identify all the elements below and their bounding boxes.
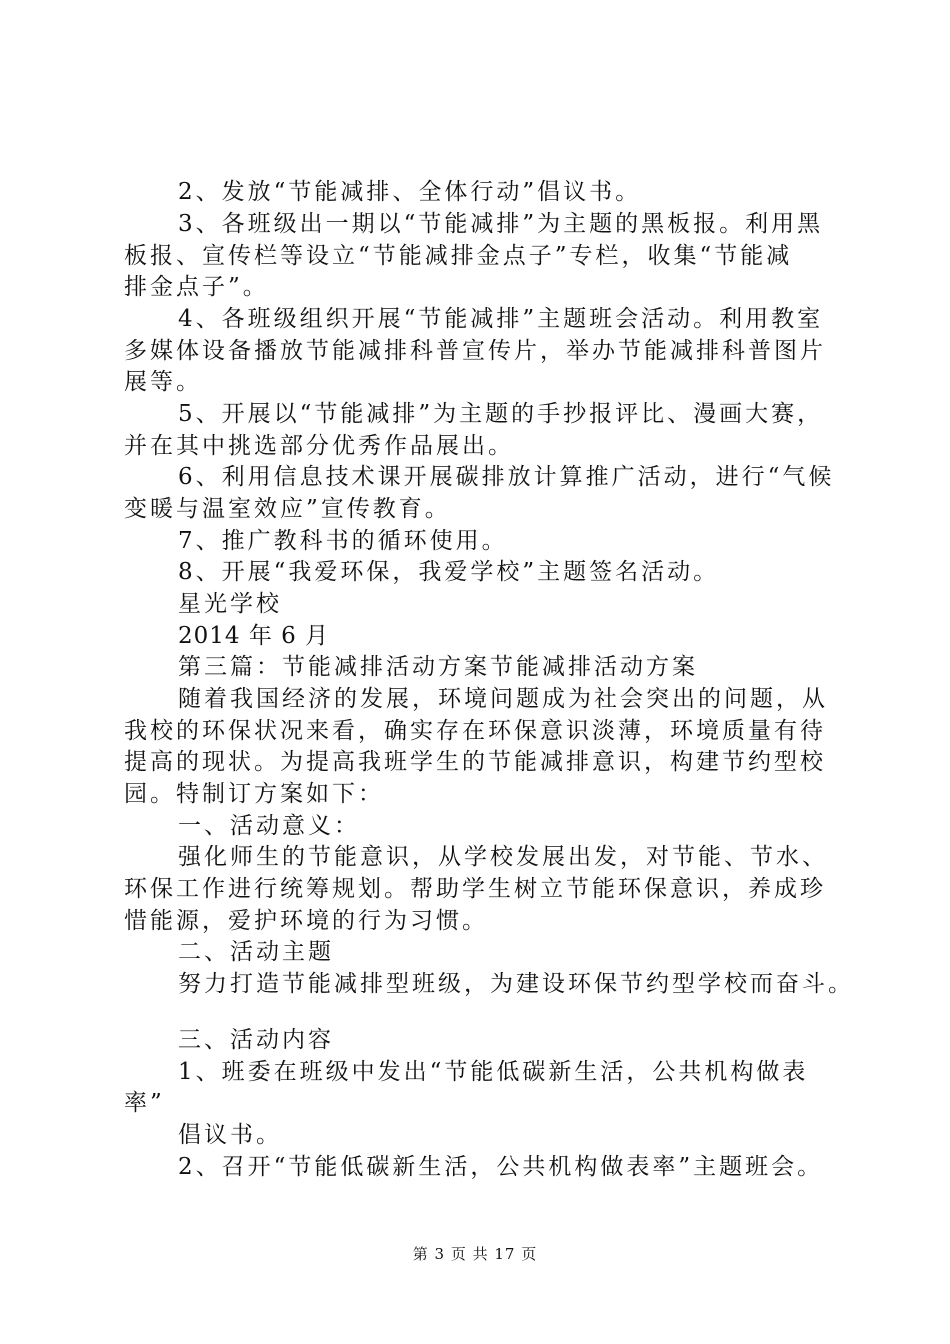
text-line: 第三篇：节能减排活动方案节能减排活动方案 xyxy=(178,654,698,680)
text-line: 惜能源，爱护环境的行为习惯。 xyxy=(124,908,488,934)
text-line: 展等。 xyxy=(124,369,202,395)
text-line: 率” xyxy=(124,1090,165,1116)
text-line: 并在其中挑选部分优秀作品展出。 xyxy=(124,433,514,459)
text-line: 一、活动意义： xyxy=(178,813,360,839)
text-line: 变暖与温室效应”宣传教育。 xyxy=(124,496,451,522)
text-line: 二、活动主题 xyxy=(178,939,334,965)
text-line: 6、利用信息技术课开展碳排放计算推广活动，进行“气候 xyxy=(178,464,835,490)
text-line: 5、开展以“节能减排”为主题的手抄报评比、漫画大赛， xyxy=(178,401,824,427)
text-line: 2、召开“节能低碳新生活，公共机构做表率”主题班会。 xyxy=(178,1154,824,1180)
text-line: 8、开展“我爱环保，我爱学校”主题签名活动。 xyxy=(178,559,720,585)
text-line: 多媒体设备播放节能减排科普宣传片，举办节能减排科普图片 xyxy=(124,338,826,364)
text-line: 3、各班级出一期以“节能减排”为主题的黑板报。利用黑 xyxy=(178,211,824,237)
text-line: 随着我国经济的发展，环境问题成为社会突出的问题，从 xyxy=(178,686,828,712)
text-line: 园。特制订方案如下： xyxy=(124,781,384,807)
text-line: 2、发放“节能减排、全体行动”倡议书。 xyxy=(178,179,642,205)
text-line: 倡议书。 xyxy=(178,1122,282,1148)
text-line: 星光学校 xyxy=(178,591,282,617)
text-line: 努力打造节能减排型班级，为建设环保节约型学校而奋斗。 xyxy=(178,971,854,997)
text-line: 1、班委在班级中发出“节能低碳新生活，公共机构做表 xyxy=(178,1059,809,1085)
text-line: 4、各班级组织开展“节能减排”主题班会活动。利用教室 xyxy=(178,306,824,332)
text-line: 我校的环保状况来看，确实存在环保意识淡薄，环境质量有待 xyxy=(124,718,826,744)
text-line: 提高的现状。为提高我班学生的节能减排意识，构建节约型校 xyxy=(124,749,826,775)
text-line: 2014 年 6 月 xyxy=(178,623,330,649)
text-line: 排金点子”。 xyxy=(124,274,269,300)
text-line: 三、活动内容 xyxy=(178,1027,334,1053)
text-line: 7、推广教科书的循环使用。 xyxy=(178,528,508,554)
page-number-footer: 第 3 页 共 17 页 xyxy=(412,1245,538,1263)
text-line: 环保工作进行统筹规划。帮助学生树立节能环保意识，养成珍 xyxy=(124,876,826,902)
text-line: 板报、宣传栏等设立“节能减排金点子”专栏，收集“节能减 xyxy=(124,243,793,269)
text-line: 强化师生的节能意识，从学校发展出发，对节能、节水、 xyxy=(178,844,828,870)
